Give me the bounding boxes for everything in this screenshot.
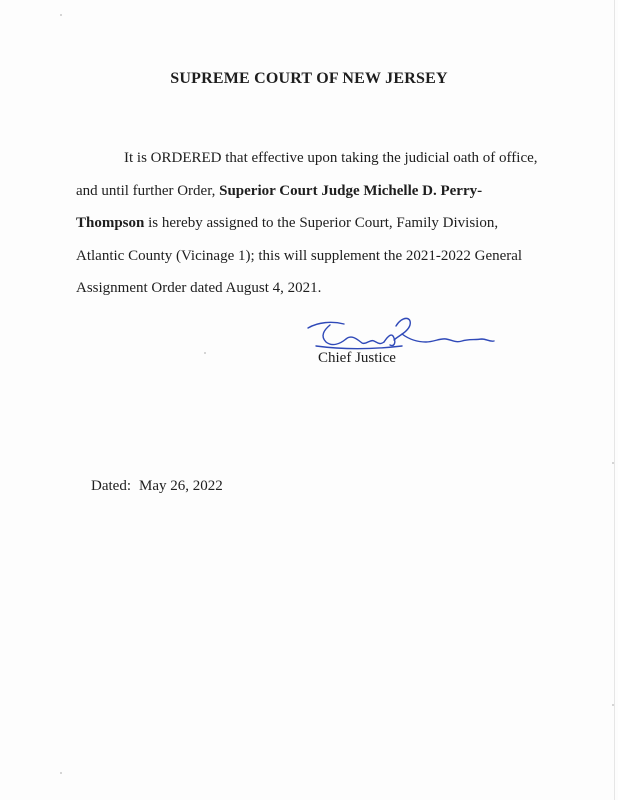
- scan-speck: [60, 14, 62, 16]
- scan-speck: [612, 462, 614, 464]
- scan-speck: [204, 352, 206, 354]
- dated-line: [91, 478, 223, 495]
- order-text-part1: It is ORDERED that effective upon taking the judicial oath of office, and until further Order,: [76, 150, 538, 199]
- order-paragraph: [76, 142, 546, 305]
- dated-label: Dated:: [91, 478, 131, 494]
- dated-value: May 26, 2022: [138, 478, 223, 494]
- order-text-part2: is hereby assigned to the Superior Court, Family Division, Atlantic County (Vicinage 1); this will supplement the 2021-2022 General Assignment Order dated August 4, 2021.: [76, 215, 523, 296]
- judge-name: Superior Court Judge Michelle D. Perry-Thompson: [76, 182, 483, 231]
- document-title: SUPREME COURT OF NEW JERSEY: [170, 70, 448, 87]
- scan-speck: [612, 704, 614, 706]
- scan-edge-line: [614, 0, 615, 800]
- signature-title: Chief Justice: [318, 350, 396, 366]
- scan-speck: [60, 772, 62, 774]
